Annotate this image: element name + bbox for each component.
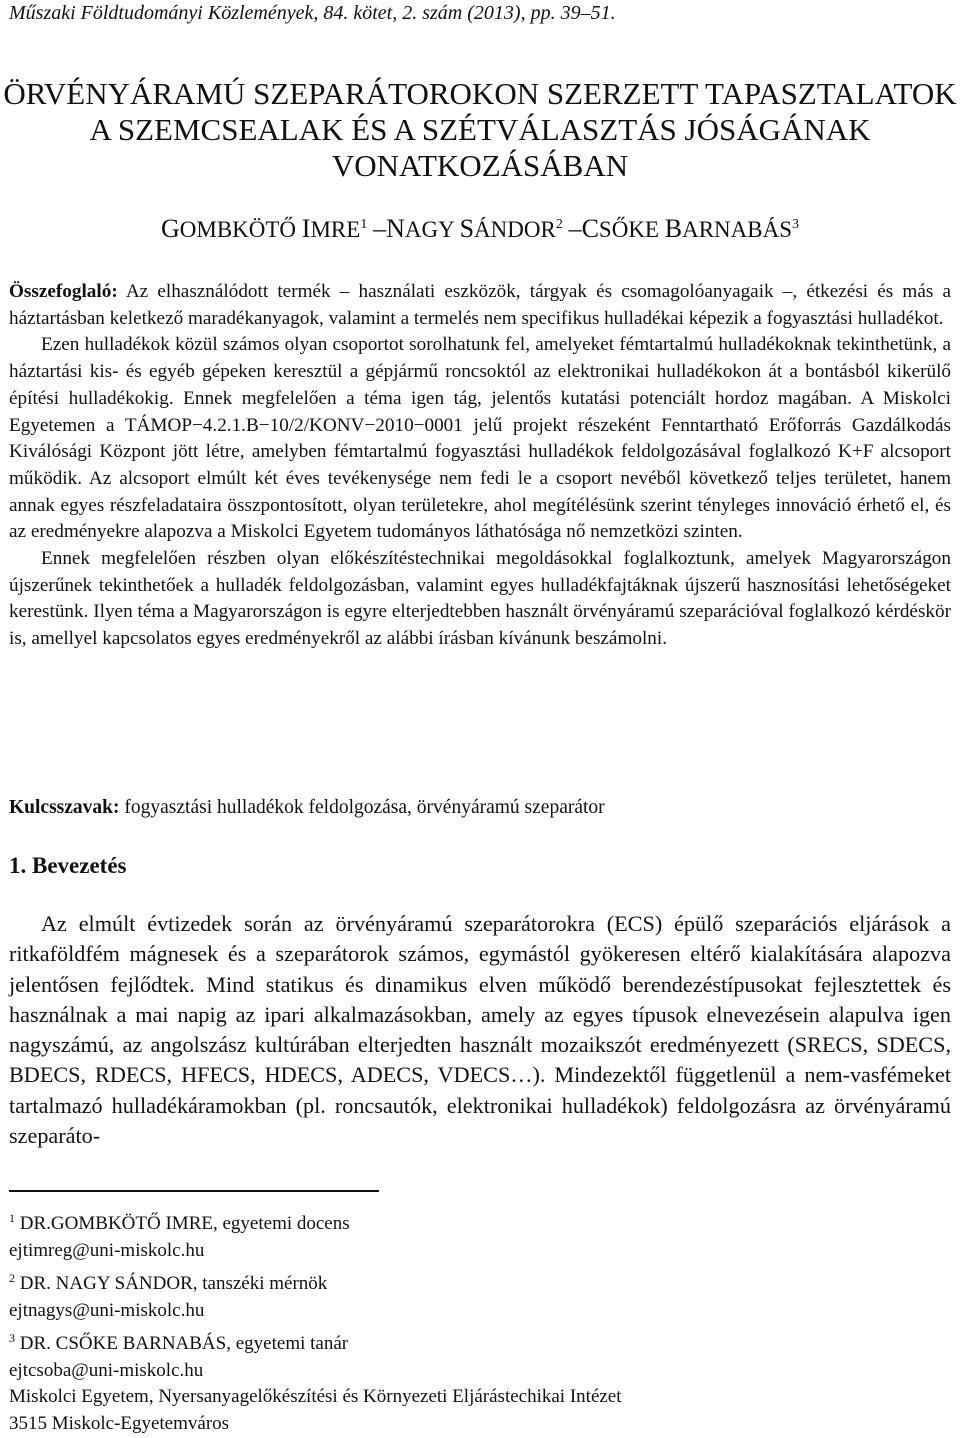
footnotes: [9, 1205, 622, 1438]
footnote-2-email: ejtnagys@uni-miskolc.hu: [9, 1299, 205, 1321]
introduction: [9, 909, 951, 1151]
section-heading: 1. Bevezetés: [9, 853, 127, 878]
footnote-1-email: ejtimreg@uni-miskolc.hu: [9, 1239, 205, 1261]
title-line-2: A SZEMCSEALAK ÉS A SZÉTVÁLASZTÁS JÓSÁGÁNAK: [89, 112, 871, 147]
author-separator: –: [568, 214, 582, 243]
affiliation-address: 3515 Miskolc-Egyetemváros: [9, 1413, 230, 1435]
keywords-label: Kulcsszavak:: [9, 797, 120, 818]
author-1-mark: 1: [360, 217, 368, 232]
title-line-1: ÖRVÉNYÁRAMÚ SZEPARÁTOROKON SZERZETT TAPASZTALATOK: [3, 76, 957, 111]
journal-header: Műszaki Földtudományi Közlemények, 84. kötet, 2. szám (2013), pp. 39–51.: [9, 2, 616, 24]
author-2: NAGY SÁNDOR$^2$: [386, 214, 563, 243]
intro-paragraph-1: Az elmúlt évtizedek során az örvényáramú szeparátorokra (ECS) épülő szeparációs eljárások a ritkaföldfém mágnesek és a szeparátorok számos, egymástól gyökeresen eltérő kialakítására alapozva jelentősen fejlődtek. Mind statikus és dinamikus elven működő berendezéstípusokat fejlesztettek és használnak a mai napig az ipari alkalmazásokban, amely az egyes típusok elnevezésein alapulva igen nagyszámú, az angolszász kultúrában elterjedten használt mozaikszót eredményezett (SRECS, SDECS, BDECS, RDECS, HFECS, HDECS, ADECS, VDECS…). Mindezektől függetlenül a nem-vasfémeket tartalmazó hulladékáramokban (pl. roncsautók, elektronikai hulladékok) feldolgozásra az örvényáramú szeparáto-: [9, 911, 951, 1149]
keywords-text: fogyasztási hulladékok feldolgozása, örvényáramú szeparátor: [119, 797, 605, 818]
footnote-1: $^1$ DR.GOMBKÖTŐ IMRE, egyetemi docens: [9, 1211, 350, 1234]
author-list: [0, 214, 960, 244]
footnote-divider: [9, 1190, 379, 1192]
title-line-3: VONATKOZÁSÁBAN: [331, 148, 629, 183]
footnote-3: $^3$ DR. CSŐKE BARNABÁS, egyetemi tanár: [9, 1330, 349, 1354]
author-2-mark: 2: [555, 217, 563, 232]
abstract-paragraph-2: Ezen hulladékok közül számos olyan csoportot sorolhatunk fel, amelyeket fémtartalmú hulladékoknak tekinthetünk, a háztartási kis- és egyéb gépeken keresztül a gépjármű roncsoktól az elektronikai hulladékokon át a bontásból kikerülő építési hulladékokig. Ennek megfelelően a téma igen tág, jelentős kutatási potenciált hordoz magában. A Miskolci Egyetemen a TÁMOP−4.2.1.B−10/2/KONV−2010−0001 jelű projekt részeként Fenntartható Erőforrás Gazdálkodás Kiválósági Központ jött létre, amelyben fémtartalmú fogyasztási hulladékok feldolgozásával foglalkozó K+F alcsoport működik. Az alcsoport elmúlt két éves tevékenysége nem fedi le a csoport nevéből következő teljes területet, hanem annak egyes részfeladataira összpontosított, olyan területekre, ahol megítélésünk szerint tényleges innováció érhető el, és az eredményekre alapozva a Miskolci Egyetem tudományos láthatósága nő nemzetközi szinten.: [9, 334, 951, 543]
keywords: [9, 797, 951, 819]
paper-title: [0, 76, 960, 184]
affiliation-institute: Miskolci Egyetem, Nyersanyagelőkészítési és Környezeti Eljárástechikai Intézet: [9, 1386, 622, 1408]
footnote-2: $^2$ DR. NAGY SÁNDOR, tanszéki mérnök: [9, 1270, 328, 1294]
author-1: GOMBKÖTŐ IMRE$^1$: [160, 214, 368, 243]
abstract-paragraph-3: Ennek megfelelően részben olyan előkészítéstechnikai megoldásokkal foglalkoztunk, amelyek Magyarországon újszerűnek tekinthetőek a hulladék feldolgozásban, valamint egyes hulladékfajtáknak újszerű hasznosítási lehetőségeket kerestünk. Ilyen téma a Magyarországon is egyre elterjedtebben használt örvényáramú szeparációval foglalkozó kérdéskör is, amellyel kapcsolatos egyes eredményekről az alábbi írásban kívánunk beszámolni.: [9, 548, 951, 650]
author-3-mark: 3: [792, 217, 799, 232]
footnote-3-email: ejtcsoba@uni-miskolc.hu: [9, 1359, 204, 1381]
abstract-paragraph-1: Összefoglaló: Az elhasználódott termék – használati eszközök, tárgyak és csomagolóanyagaik –, étkezési és más a háztartásban keletkező maradékanyagok, valamint a termelés nem specifikus hulladékai képezik a fogyasztási hulladékot.: [9, 281, 951, 329]
abstract-label: Összefoglaló:: [9, 281, 118, 302]
abstract: [9, 279, 951, 653]
author-3: CSŐKE BARNABÁS$^3$: [581, 214, 799, 243]
author-separator: –: [373, 214, 387, 243]
